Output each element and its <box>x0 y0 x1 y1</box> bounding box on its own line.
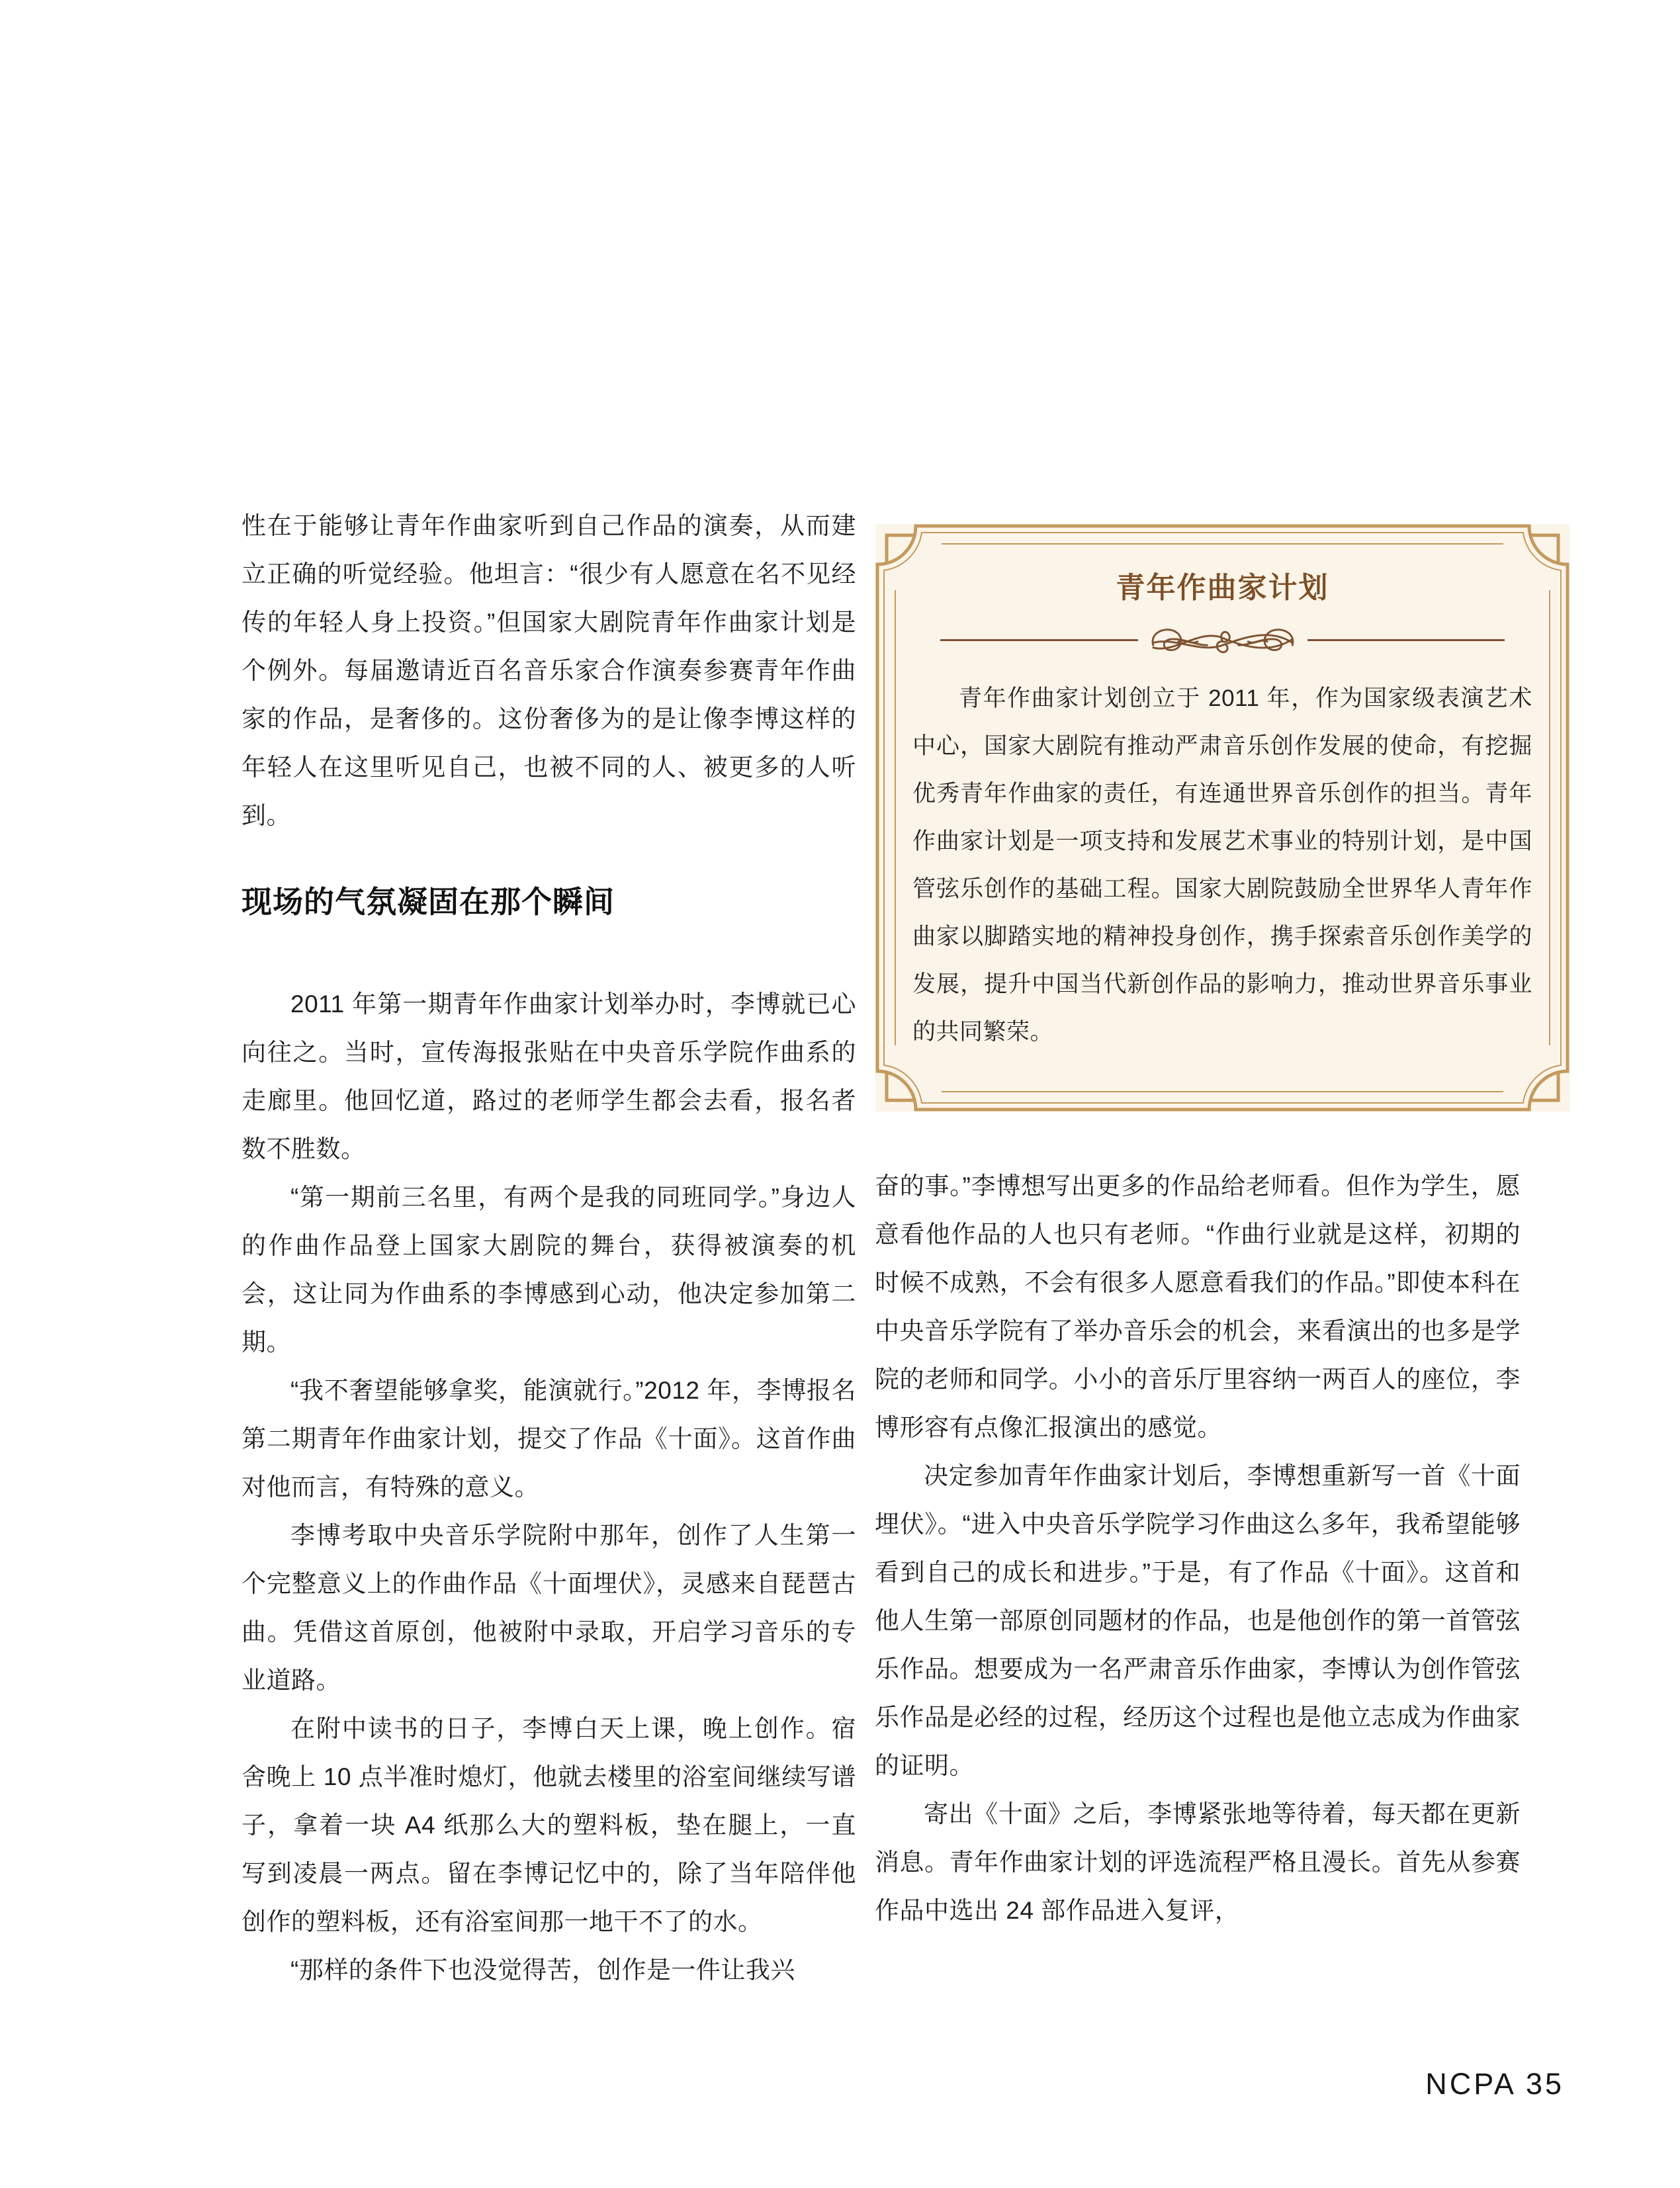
paragraph: 在附中读书的日子，李博白天上课，晚上创作。宿舍晚上 10 点半准时熄灯，他就去楼里的浴室间继续写谱子，拿着一块 A4 纸那么大的塑料板，垫在腿上，一直写到凌晨一两点。留在李博记忆中的，除了当年陪伴他创作的塑料板，还有浴室间那一地干不了的水。 <box>242 1715 856 1935</box>
paragraph: 奋的事。”李博想写出更多的作品给老师看。但作为学生，愿意看他作品的人也只有老师。“作曲行业就是这样，初期的时候不成熟，不会有很多人愿意看我们的作品。”即使本科在中央音乐学院有了举办音乐会的机会，来看演出的也多是学院的老师和同学。小小的音乐厅里容纳一两百人的座位，李博形容有点像汇报演出的感觉。 <box>875 1172 1521 1441</box>
title-divider <box>940 614 1505 666</box>
divider-line-left <box>940 639 1138 641</box>
info-box <box>875 524 1569 1112</box>
paragraph: 李博考取中央音乐学院附中那年，创作了人生第一个完整意义上的作曲作品《十面埋伏》，灵感来自琵琶古曲。凭借这首原创，他被附中录取，开启学习音乐的专业道路。 <box>242 1522 856 1694</box>
right-column <box>875 1162 1521 1935</box>
info-box-content <box>875 524 1569 1112</box>
paragraph: “那样的条件下也没觉得苦，创作是一件让我兴 <box>290 1956 795 1984</box>
paragraph: 性在于能够让青年作曲家听到自己作品的演奏，从而建立正确的听觉经验。他坦言：“很少有人愿意在名不见经传的年轻人身上投资。”但国家大剧院青年作曲家计划是个例外。每届邀请近百名音乐家合作演奏参赛青年作曲家的作品，是奢侈的。这份奢侈为的是让像李博这样的年轻人在这里听见自己，也被不同的人、被更多的人听到。 <box>242 512 856 829</box>
page-number: NCPA 35 <box>1425 2067 1564 2101</box>
paragraph: 决定参加青年作曲家计划后，李博想重新写一首《十面埋伏》。“进入中央音乐学院学习作曲这么多年，我希望能够看到自己的成长和进步。”于是，有了作品《十面》。这首和他人生第一部原创同题材的作品，也是他创作的第一首管弦乐作品。想要成为一名严肃音乐作曲家，李博认为创作管弦乐作品是必经的过程，经历这个过程也是他立志成为作曲家的证明。 <box>875 1462 1521 1779</box>
section-heading: 现场的气氛凝固在那个瞬间 <box>242 885 615 919</box>
paragraph: 寄出《十面》之后，李博紧张地等待着，每天都在更新消息。青年作曲家计划的评选流程严格且漫长。首先从参赛作品中选出 24 部作品进入复评， <box>875 1800 1521 1924</box>
paragraph: “我不奢望能够拿奖，能演就行。”2012 年，李博报名第二期青年作曲家计划，提交了作品《十面》。这首作曲对他而言，有特殊的意义。 <box>242 1377 856 1501</box>
divider-line-right <box>1307 639 1505 641</box>
paragraph: 2011 年第一期青年作曲家计划举办时，李博就已心向往之。当时，宣传海报张贴在中央音乐学院作曲系的走廊里。他回忆道，路过的老师学生都会去看，报名者数不胜数。 <box>242 990 856 1162</box>
info-box-body: 青年作曲家计划创立于 2011 年，作为国家级表演艺术中心，国家大剧院有推动严肃音乐创作发展的使命，有挖掘优秀青年作曲家的责任，有连通世界音乐创作的担当。青年作曲家计划是一项支持和发展艺术事业的特别计划，是中国管弦乐创作的基础工程。国家大剧院鼓励全世界华人青年作曲家以脚踏实地的精神投身创作，携手探索音乐创作美学的发展，提升中国当代新创作品的影响力，推动世界音乐事业的共同繁荣。 <box>912 685 1532 1045</box>
paragraph: “第一期前三名里，有两个是我的同班同学。”身边人的作曲作品登上国家大剧院的舞台，获得被演奏的机会，这让同为作曲系的李博感到心动，他决定参加第二期。 <box>242 1184 856 1356</box>
left-column <box>242 502 856 1994</box>
calligraphic-flourish-icon <box>1145 614 1301 666</box>
info-box-title: 青年作曲家计划 <box>1116 572 1329 604</box>
